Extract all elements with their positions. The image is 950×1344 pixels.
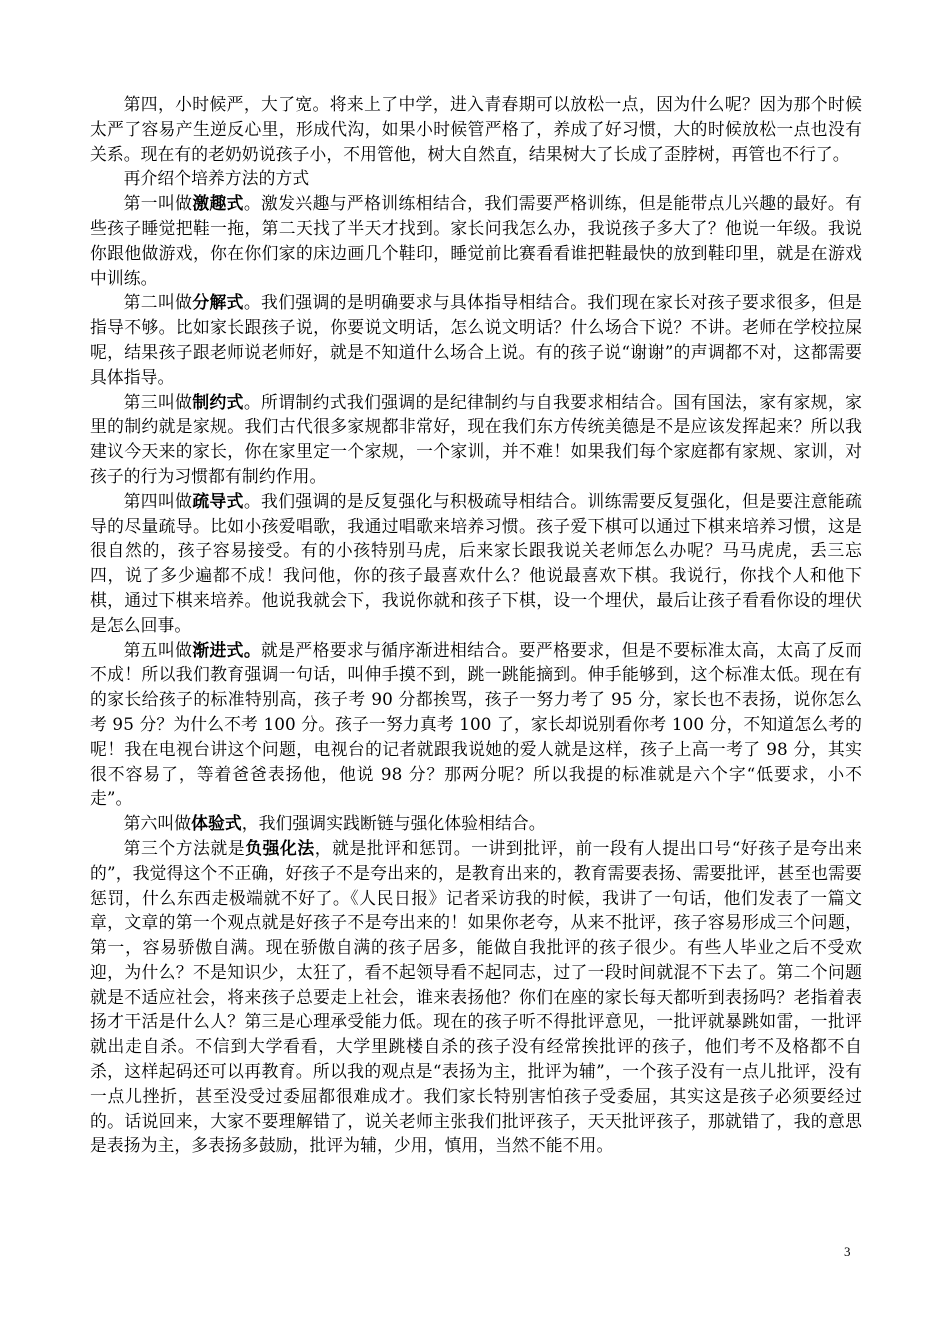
paragraph-9: 第三个方法就是负强化法，就是批评和惩罚。一讲到批评，前一段有人提出口号“好孩子是夸出来的”，我觉得这个不正确，好孩子不是夸出来的，是教育出来的，教育需要表扬、需要批评，甚至也需要惩罚，什么东西走极端就不好了。《人民日报》记者采访我的时候，我讲了一句话，他们发表了一篇文章，文章的第一个观点就是好孩子不是夸出来的！如果你老夸，从来不批评，孩子容易形成三个问题，第一，容易骄傲自满。现在骄傲自满的孩子居多，能做自我批评的孩子很少。有些人毕业之后不受欢迎，为什么？不是知识少，太狂了，看不起领导看不起同志，过了一段时间就混不下去了。第二个问题就是不适应社会，将来孩子总要走上社会，谁来表扬他？你们在座的家长每天都听到表扬吗？老指着表扬才干活是什么人？第三是心理承受能力低。现在的孩子听不得批评意见，一批评就暴跳如雷，一批评就出走自杀。不信到大学看看，大学里跳楼自杀的孩子没有经常挨批评的孩子，他们考不及格都不自杀，这样起码还可以再教育。所以我的观点是“表扬为主，批评为辅”，一个孩子没有一点儿批评，没有一点儿挫折，甚至没受过委屈都很难成才。我们家长特别害怕孩子受委屈，其实这是孩子必须要经过的。话说回来，大家不要理解错了，说关老师主张我们批评孩子，天天批评孩子，那就错了，我的意思是表扬为主，多表扬多鼓励，批评为辅，少用，慎用，当然不能不用。 — [90, 837, 862, 1156]
paragraph-7: 第五叫做渐进式。就是严格要求与循序渐进相结合。要严格要求，但是不要标准太高，太高了反而不成！所以我们教育强调一句话，叫伸手摸不到，跳一跳能摘到。伸手能够到，这个标准太低。现在有的家长给孩子的标准特别高，孩子考 90 分都挨骂，孩子一努力考了 95 分，家长也不表扬，说你怎么考 95 分？为什么不考 100 分。孩子一努力真考 100 了，家长却说别看你考 100 分，不知道怎么考的呢！我在电视台讲这个问题，电视台的记者就跟我说她的爱人就是这样，孩子上高一考了 98 分，其实很不容易了，等着爸爸表扬他，他说 98 分？那两分呢？所以我提的标准就是六个字“低要求，小不走”。 — [90, 639, 862, 809]
bold-term: 激趣式 — [192, 193, 244, 214]
document-body — [90, 92, 862, 1158]
paragraph-4: 第二叫做分解式。我们强调的是明确要求与具体指导相结合。我们现在家长对孩子要求很多，但是指导不够。比如家长跟孩子说，你要说文明话，怎么说文明话？什么场合下说？不讲。老师在学校拉屎呢，结果孩子跟老师说老师好，就是不知道什么场合上说。有的孩子说“谢谢”的声调都不对，这都需要具体指导。 — [90, 292, 862, 387]
bold-term: 分解式 — [192, 292, 244, 313]
bold-term: 体验式 — [191, 813, 242, 834]
bold-term: 负强化法 — [245, 837, 315, 858]
page-number: 3 — [844, 1244, 851, 1259]
bold-term: 疏导式 — [192, 490, 244, 511]
paragraph-3: 第一叫做激趣式。激发兴趣与严格训练相结合，我们需要严格训练，但是能带点儿兴趣的最好。有些孩子睡觉把鞋一拖，第二天找了半天才找到。家长问我怎么办，我说孩子多大了？他说一年级。我说你跟他做游戏，你在你们家的床边画几个鞋印，睡觉前比赛看看谁把鞋最快的放到鞋印里，就是在游戏中训练。 — [90, 193, 862, 288]
paragraph-1: 第四，小时候严，大了宽。将来上了中学，进入青春期可以放松一点，因为什么呢？因为那个时候太严了容易产生逆反心里，形成代沟，如果小时候管严格了，养成了好习惯，大的时候放松一点也没有关系。现在有的老奶奶说孩子小，不用管他，树大自然直，结果树大了长成了歪脖树，再管也不行了。 — [90, 94, 862, 164]
paragraph-8: 第六叫做体验式，我们强调实践断链与强化体验相结合。 — [123, 813, 546, 834]
bold-term: 渐进式。 — [192, 639, 262, 660]
paragraph-2: 再介绍个培养方法的方式 — [123, 168, 310, 189]
bold-term: 制约式 — [192, 391, 244, 412]
paragraph-5: 第三叫做制约式。所谓制约式我们强调的是纪律制约与自我要求相结合。国有国法，家有家规，家里的制约就是家规。我们古代很多家规都非常好，现在我们东方传统美德是不是应该发挥起来？所以我建议今天来的家长，你在家里定一个家规，一个家训，并不难！如果我们每个家庭都有家规、家训，对孩子的行为习惯都有制约作用。 — [90, 391, 862, 486]
paragraph-6: 第四叫做疏导式。我们强调的是反复强化与积极疏导相结合。训练需要反复强化，但是要注意能疏导的尽量疏导。比如小孩爱唱歌，我通过唱歌来培养习惯。孩子爱下棋可以通过下棋来培养习惯，这是很自然的，孩子容易接受。有的小孩特别马虎，后来家长跟我说关老师怎么办呢？马马虎虎，丢三忘四，说了多少遍都不成！我问他，你的孩子最喜欢什么？他说最喜欢下棋。我说行，你找个人和他下棋，通过下棋来培养。他说我就会下，我说你就和孩子下棋，设一个埋伏，最后让孩子看看你设的埋伏是怎么回事。 — [90, 490, 862, 635]
